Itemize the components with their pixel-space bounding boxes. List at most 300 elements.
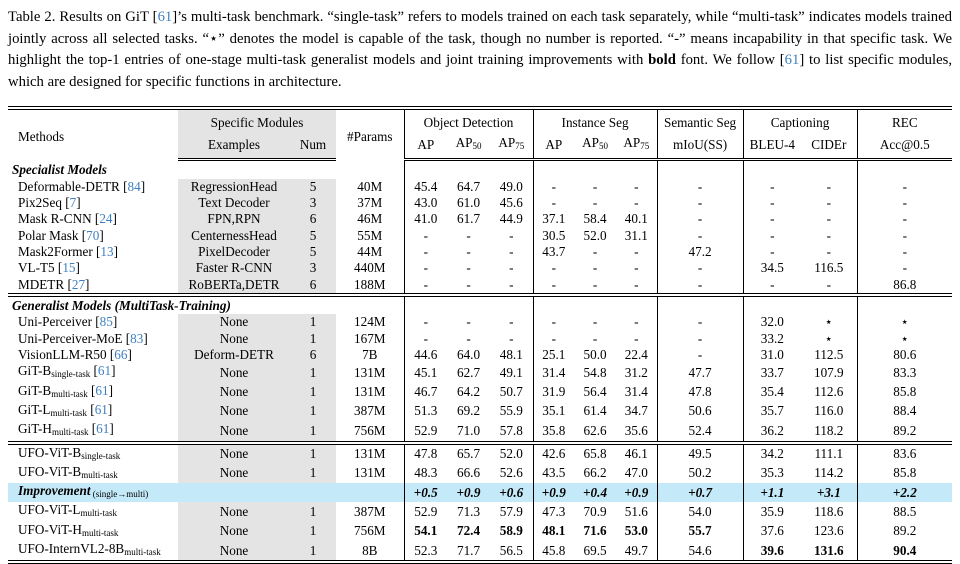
ufo-internvl2-8b-multi-task-examples: None bbox=[178, 541, 290, 562]
row-uni-perceiver bbox=[8, 314, 952, 330]
ufo-vit-b-multi-task-num: 1 bbox=[290, 464, 336, 483]
ufo-vit-l-multi-task-value-9: 88.5 bbox=[893, 503, 917, 519]
uni-perceiver-moe-value-2: - bbox=[490, 331, 533, 347]
table-header bbox=[8, 108, 952, 160]
git-l-multi-task-value-8: 116.0 bbox=[801, 402, 857, 421]
vl-t5-value-5: - bbox=[616, 260, 657, 276]
ufo-vit-b-single-task-value-3: 42.6 bbox=[533, 443, 574, 464]
mask2former-value-7: - bbox=[770, 244, 775, 260]
git-l-multi-task-method: GiT-Lmulti-task [61] bbox=[18, 401, 113, 418]
ufo-vit-b-multi-task-value-5: 47.0 bbox=[616, 464, 657, 483]
git-l-multi-task-value-5: 34.7 bbox=[616, 402, 657, 421]
row-deformable-detr bbox=[8, 179, 952, 195]
uni-perceiver-num: 1 bbox=[290, 314, 336, 330]
uni-perceiver-moe-value-1: - bbox=[466, 330, 471, 346]
pix2seq-value-9: - bbox=[902, 195, 908, 211]
row-git-b-multi-task bbox=[8, 383, 952, 402]
col-header-num: Num bbox=[290, 133, 336, 160]
ufo-internvl2-8b-multi-task-value-3: 45.8 bbox=[533, 541, 574, 562]
pix2seq-value-2: 45.6 bbox=[490, 195, 533, 211]
git-b-single-task-value-4: 54.8 bbox=[583, 364, 607, 380]
improvement-value-3: +0.9 bbox=[533, 483, 574, 502]
ufo-internvl2-8b-multi-task-value-2: 56.5 bbox=[490, 541, 533, 562]
section-spacer bbox=[404, 295, 533, 315]
git-l-multi-task-num: 1 bbox=[290, 402, 336, 421]
uni-perceiver-moe-method: Uni-Perceiver-MoE [83] bbox=[18, 330, 148, 346]
improvement-params bbox=[336, 483, 404, 502]
ufo-vit-l-multi-task-params: 387M bbox=[336, 502, 404, 521]
uni-perceiver-value-0: - bbox=[423, 314, 428, 330]
uni-perceiver-value-9: ⋆ bbox=[900, 314, 909, 330]
ufo-vit-b-single-task-value-0: 47.8 bbox=[404, 443, 447, 464]
results-table bbox=[8, 106, 952, 564]
col-header-specific-modules: Specific Modules bbox=[178, 108, 336, 133]
git-h-multi-task-value-6: 52.4 bbox=[657, 421, 743, 442]
mask-r-cnn-value-9: - bbox=[902, 211, 908, 227]
pix2seq-value-3: - bbox=[551, 195, 556, 211]
mask-r-cnn-method: Mask R-CNN [24] bbox=[18, 211, 117, 227]
git-b-multi-task-value-5: 31.4 bbox=[616, 383, 657, 402]
ufo-vit-b-multi-task-params: 131M bbox=[336, 464, 404, 483]
pix2seq-num: 3 bbox=[290, 195, 336, 211]
git-h-multi-task-value-5: 35.6 bbox=[616, 421, 657, 442]
visionllm-r50-params: 7B bbox=[336, 347, 404, 363]
deformable-detr-examples: RegressionHead bbox=[178, 179, 290, 195]
row-mask2former bbox=[8, 244, 952, 260]
git-b-multi-task-value-4: 56.4 bbox=[583, 384, 607, 400]
ufo-vit-h-multi-task-examples: None bbox=[178, 522, 290, 541]
visionllm-r50-value-7: 31.0 bbox=[760, 347, 784, 363]
git-b-multi-task-value-9: 85.8 bbox=[893, 384, 917, 400]
git-h-multi-task-value-9: 89.2 bbox=[893, 422, 917, 438]
git-h-multi-task-examples: None bbox=[178, 421, 290, 442]
git-l-multi-task-value-7: 35.7 bbox=[760, 403, 784, 419]
vl-t5-value-3: - bbox=[551, 260, 556, 276]
visionllm-r50-num: 6 bbox=[290, 347, 336, 363]
col-header-instance-seg: Instance Seg bbox=[533, 108, 657, 133]
table-body bbox=[8, 160, 952, 562]
git-l-multi-task-value-2: 55.9 bbox=[490, 402, 533, 421]
mask-r-cnn-value-4: 58.4 bbox=[583, 211, 607, 227]
ufo-internvl2-8b-multi-task-value-8: 131.6 bbox=[801, 541, 857, 562]
row-mdetr bbox=[8, 277, 952, 295]
git-l-multi-task-value-1: 69.2 bbox=[456, 403, 481, 419]
git-h-multi-task-method: GiT-Hmulti-task [61] bbox=[18, 421, 114, 438]
improvement-value-2: +0.6 bbox=[490, 483, 533, 502]
row-ufo-vit-b-multi-task bbox=[8, 464, 952, 483]
mask-r-cnn-params: 46M bbox=[336, 211, 404, 227]
uni-perceiver-value-8: ⋆ bbox=[801, 314, 857, 330]
git-h-multi-task-value-0: 52.9 bbox=[414, 422, 438, 438]
ufo-vit-b-multi-task-method: UFO-ViT-Bmulti-task bbox=[18, 463, 118, 480]
git-b-multi-task-method: GiT-Bmulti-task [61] bbox=[18, 382, 114, 399]
visionllm-r50-value-3: 25.1 bbox=[542, 347, 566, 363]
ufo-vit-b-multi-task-value-4: 66.2 bbox=[583, 465, 607, 481]
git-b-single-task-value-9: 83.3 bbox=[893, 364, 917, 380]
row-vl-t5 bbox=[8, 260, 952, 276]
pix2seq-value-1: 61.0 bbox=[456, 195, 481, 211]
ufo-internvl2-8b-multi-task-value-1: 71.7 bbox=[447, 541, 490, 562]
vl-t5-value-4: - bbox=[592, 260, 598, 276]
deformable-detr-value-3: - bbox=[551, 178, 556, 194]
git-b-multi-task-value-7: 35.4 bbox=[760, 384, 784, 400]
visionllm-r50-value-4: 50.0 bbox=[583, 347, 607, 363]
polar-mask-value-6: - bbox=[657, 228, 743, 244]
ufo-internvl2-8b-multi-task-value-9: 90.4 bbox=[857, 541, 952, 562]
uni-perceiver-examples: None bbox=[178, 314, 290, 330]
ufo-vit-b-multi-task-examples: None bbox=[178, 464, 290, 483]
col-header-is-ap: AP bbox=[533, 133, 574, 160]
ufo-vit-h-multi-task-value-6: 55.7 bbox=[657, 522, 743, 541]
ufo-vit-b-single-task-method: UFO-ViT-Bsingle-task bbox=[8, 443, 178, 464]
uni-perceiver-moe-value-9: ⋆ bbox=[900, 330, 909, 346]
section-spacer bbox=[743, 295, 857, 315]
pix2seq-value-6: - bbox=[657, 195, 743, 211]
mdetr-value-5: - bbox=[616, 277, 657, 295]
row-git-h-multi-task bbox=[8, 421, 952, 442]
git-b-multi-task-value-8: 112.6 bbox=[801, 383, 857, 402]
ufo-vit-h-multi-task-method: UFO-ViT-Hmulti-task bbox=[18, 521, 119, 538]
section-spacer bbox=[533, 295, 657, 315]
ufo-vit-h-multi-task-value-7: 37.6 bbox=[760, 523, 784, 539]
vl-t5-value-1: - bbox=[466, 260, 471, 276]
mask-r-cnn-value-6: - bbox=[657, 211, 743, 227]
mdetr-value-4: - bbox=[592, 276, 598, 292]
polar-mask-value-7: - bbox=[770, 227, 775, 243]
deformable-detr-value-7: - bbox=[770, 178, 775, 194]
ufo-vit-h-multi-task-value-0: 54.1 bbox=[414, 523, 438, 539]
col-header-miou: mIoU(SS) bbox=[657, 133, 743, 160]
deformable-detr-value-2: 49.0 bbox=[490, 179, 533, 195]
polar-mask-value-3: 30.5 bbox=[542, 227, 566, 243]
col-header-od-ap50: AP50 bbox=[447, 133, 490, 160]
git-b-multi-task-params: 131M bbox=[336, 383, 404, 402]
row-ufo-vit-l-multi-task bbox=[8, 502, 952, 521]
ufo-vit-l-multi-task-value-6: 54.0 bbox=[657, 502, 743, 521]
mask-r-cnn-num: 6 bbox=[290, 211, 336, 227]
section-spacer bbox=[857, 160, 952, 179]
ufo-vit-h-multi-task-value-2: 58.9 bbox=[490, 522, 533, 541]
uni-perceiver-moe-examples: None bbox=[178, 331, 290, 347]
ufo-vit-l-multi-task-examples: None bbox=[178, 502, 290, 521]
ufo-vit-h-multi-task-value-1: 72.4 bbox=[456, 523, 481, 539]
section-spacer bbox=[533, 160, 657, 179]
col-header-rec: REC bbox=[857, 108, 952, 133]
deformable-detr-value-1: 64.7 bbox=[456, 178, 481, 194]
polar-mask-params: 55M bbox=[336, 228, 404, 244]
ufo-vit-l-multi-task-value-0: 52.9 bbox=[414, 503, 438, 519]
col-header-params: #Params bbox=[336, 108, 404, 160]
col-header-bleu4: BLEU-4 bbox=[743, 133, 801, 160]
ufo-vit-l-multi-task-value-8: 118.6 bbox=[801, 502, 857, 521]
ufo-vit-b-single-task-value-9: 83.6 bbox=[857, 443, 952, 464]
mask2former-value-2: - bbox=[490, 244, 533, 260]
vl-t5-value-2: - bbox=[490, 260, 533, 276]
ufo-vit-b-single-task-params: 131M bbox=[336, 443, 404, 464]
col-header-captioning: Captioning bbox=[743, 108, 857, 133]
col-header-acc: Acc@0.5 bbox=[857, 133, 952, 160]
git-h-multi-task-value-4: 62.6 bbox=[583, 422, 607, 438]
git-l-multi-task-value-4: 61.4 bbox=[583, 403, 607, 419]
vl-t5-examples: Faster R-CNN bbox=[178, 260, 290, 276]
pix2seq-value-0: 43.0 bbox=[414, 195, 438, 211]
git-h-multi-task-params: 756M bbox=[336, 421, 404, 442]
ufo-vit-b-single-task-value-4: 65.8 bbox=[574, 443, 616, 464]
ufo-internvl2-8b-multi-task-num: 1 bbox=[290, 541, 336, 562]
uni-perceiver-value-7: 32.0 bbox=[760, 314, 784, 330]
improvement-examples bbox=[178, 483, 290, 502]
ufo-vit-l-multi-task-value-7: 35.9 bbox=[760, 503, 784, 519]
col-header-is-ap50: AP50 bbox=[574, 133, 616, 160]
mask-r-cnn-value-0: 41.0 bbox=[414, 211, 438, 227]
uni-perceiver-value-6: - bbox=[657, 314, 743, 330]
pix2seq-method: Pix2Seq [7] bbox=[18, 195, 81, 211]
improvement-value-9: +2.2 bbox=[857, 483, 952, 502]
git-l-multi-task-value-9: 88.4 bbox=[893, 403, 917, 419]
col-header-od-ap75: AP75 bbox=[490, 133, 533, 160]
git-h-multi-task-value-3: 35.8 bbox=[542, 422, 566, 438]
ufo-vit-l-multi-task-value-2: 57.9 bbox=[490, 502, 533, 521]
vl-t5-num: 3 bbox=[290, 260, 336, 276]
vl-t5-value-6: - bbox=[657, 260, 743, 276]
mask-r-cnn-examples: FPN,RPN bbox=[178, 211, 290, 227]
mask2former-examples: PixelDecoder bbox=[178, 244, 290, 260]
section-spacer bbox=[404, 160, 533, 179]
mdetr-value-0: - bbox=[423, 276, 428, 292]
ufo-vit-b-multi-task-value-9: 85.8 bbox=[893, 465, 917, 481]
vl-t5-params: 440M bbox=[336, 260, 404, 276]
uni-perceiver-params: 124M bbox=[336, 314, 404, 330]
mask-r-cnn-value-1: 61.7 bbox=[456, 211, 481, 227]
mask2former-value-8: - bbox=[801, 244, 857, 260]
vl-t5-value-0: - bbox=[423, 260, 428, 276]
vl-t5-value-8: 116.5 bbox=[801, 260, 857, 276]
improvement-value-0: +0.5 bbox=[404, 483, 447, 502]
ufo-vit-h-multi-task-num: 1 bbox=[290, 522, 336, 541]
ufo-vit-h-multi-task-value-3: 48.1 bbox=[542, 523, 566, 539]
git-b-multi-task-value-3: 31.9 bbox=[542, 384, 566, 400]
mdetr-value-8: - bbox=[801, 277, 857, 295]
visionllm-r50-value-6: - bbox=[657, 347, 743, 363]
git-b-single-task-num: 1 bbox=[290, 363, 336, 382]
section-row-generalist bbox=[8, 295, 952, 315]
ufo-vit-b-multi-task-value-1: 66.6 bbox=[456, 465, 481, 481]
polar-mask-value-2: - bbox=[490, 228, 533, 244]
mdetr-value-2: - bbox=[490, 277, 533, 295]
visionllm-r50-examples: Deform-DETR bbox=[178, 347, 290, 363]
deformable-detr-value-6: - bbox=[657, 179, 743, 195]
ufo-vit-l-multi-task-method: UFO-ViT-Lmulti-task bbox=[18, 502, 117, 519]
git-h-multi-task-value-8: 118.2 bbox=[801, 421, 857, 442]
pix2seq-value-5: - bbox=[616, 195, 657, 211]
git-l-multi-task-examples: None bbox=[178, 402, 290, 421]
git-b-single-task-examples: None bbox=[178, 363, 290, 382]
ufo-internvl2-8b-multi-task-value-5: 49.7 bbox=[616, 541, 657, 562]
uni-perceiver-method: Uni-Perceiver [85] bbox=[18, 314, 118, 330]
table-caption: Table 2. Results on GiT [61]’s multi-task benchmark. “single-task” refers to models trained on each task separately, while “multi-task” indicates models trained jointly across all selected tasks. “⋆” denotes the model is capable of the task, though no number is reported. “-” means incapability in that specific task. We highlight the top-1 entries of one-stage multi-task generalist models and joint training improvements with bold font. We follow [61] to list specific modules, which are designed for specific functions in architecture. bbox=[8, 9, 952, 90]
improvement-value-1: +0.9 bbox=[447, 483, 490, 502]
mdetr-method: MDETR [27] bbox=[18, 276, 90, 292]
ufo-internvl2-8b-multi-task-value-7: 39.6 bbox=[743, 541, 801, 562]
ufo-vit-l-multi-task-num: 1 bbox=[290, 502, 336, 521]
git-b-single-task-value-7: 33.7 bbox=[760, 364, 784, 380]
improvement-method: Improvement (single→multi) bbox=[8, 483, 178, 502]
mask-r-cnn-value-7: - bbox=[770, 211, 775, 227]
pix2seq-value-8: - bbox=[801, 195, 857, 211]
improvement-value-8: +3.1 bbox=[801, 483, 857, 502]
ufo-vit-l-multi-task-value-3: 47.3 bbox=[542, 503, 566, 519]
git-b-multi-task-num: 1 bbox=[290, 383, 336, 402]
git-l-multi-task-value-0: 51.3 bbox=[414, 403, 438, 419]
mdetr-value-9: 86.8 bbox=[893, 276, 917, 292]
ufo-internvl2-8b-multi-task-value-6: 54.6 bbox=[657, 541, 743, 562]
ufo-vit-b-multi-task-value-6: 50.2 bbox=[657, 464, 743, 483]
uni-perceiver-moe-params: 167M bbox=[336, 331, 404, 347]
visionllm-r50-value-5: 22.4 bbox=[616, 347, 657, 363]
polar-mask-num: 5 bbox=[290, 228, 336, 244]
git-b-single-task-method: GiT-Bsingle-task [61] bbox=[18, 363, 116, 380]
git-l-multi-task-value-6: 50.6 bbox=[657, 402, 743, 421]
uni-perceiver-moe-value-7: 33.2 bbox=[760, 330, 784, 346]
col-header-is-ap75: AP75 bbox=[616, 133, 657, 160]
ufo-vit-b-multi-task-value-7: 35.3 bbox=[760, 465, 784, 481]
ufo-vit-b-multi-task-value-8: 114.2 bbox=[801, 464, 857, 483]
ufo-vit-b-single-task-value-2: 52.0 bbox=[490, 443, 533, 464]
mask2former-value-9: - bbox=[902, 244, 908, 260]
mask-r-cnn-value-8: - bbox=[801, 211, 857, 227]
uni-perceiver-value-4: - bbox=[592, 314, 598, 330]
git-b-single-task-params: 131M bbox=[336, 363, 404, 382]
uni-perceiver-moe-value-0: - bbox=[423, 330, 428, 346]
mask2former-value-0: - bbox=[423, 244, 428, 260]
row-ufo-internvl2-8b-multi-task bbox=[8, 541, 952, 562]
deformable-detr-value-0: 45.4 bbox=[414, 178, 438, 194]
ufo-vit-b-single-task-value-5: 46.1 bbox=[616, 443, 657, 464]
vl-t5-value-9: - bbox=[902, 260, 908, 276]
deformable-detr-value-8: - bbox=[801, 179, 857, 195]
col-header-od-ap: AP bbox=[404, 133, 447, 160]
git-b-multi-task-value-0: 46.7 bbox=[414, 384, 438, 400]
col-header-cider: CIDEr bbox=[801, 133, 857, 160]
section-row-specialist bbox=[8, 160, 952, 179]
uni-perceiver-value-1: - bbox=[466, 314, 471, 330]
mask-r-cnn-value-3: 37.1 bbox=[542, 211, 566, 227]
ufo-vit-l-multi-task-value-5: 51.6 bbox=[616, 502, 657, 521]
improvement-value-5: +0.9 bbox=[616, 483, 657, 502]
git-h-multi-task-num: 1 bbox=[290, 421, 336, 442]
improvement-num bbox=[290, 483, 336, 502]
ufo-vit-l-multi-task-value-1: 71.3 bbox=[456, 503, 481, 519]
git-b-multi-task-value-1: 64.2 bbox=[456, 384, 481, 400]
git-h-multi-task-value-7: 36.2 bbox=[760, 422, 784, 438]
mask2former-params: 44M bbox=[336, 244, 404, 260]
uni-perceiver-value-2: - bbox=[490, 314, 533, 330]
git-b-single-task-value-6: 47.7 bbox=[657, 363, 743, 382]
visionllm-r50-value-8: 112.5 bbox=[801, 347, 857, 363]
git-b-single-task-value-0: 45.1 bbox=[414, 364, 438, 380]
mdetr-value-1: - bbox=[466, 276, 471, 292]
uni-perceiver-moe-value-6: - bbox=[657, 331, 743, 347]
mdetr-examples: RoBERTa,DETR bbox=[178, 277, 290, 295]
ufo-vit-h-multi-task-value-9: 89.2 bbox=[893, 523, 917, 539]
ufo-vit-b-single-task-value-7: 34.2 bbox=[743, 443, 801, 464]
polar-mask-value-1: - bbox=[466, 227, 471, 243]
row-improvement bbox=[8, 483, 952, 502]
row-ufo-vit-b-single-task bbox=[8, 443, 952, 464]
section-spacer bbox=[657, 160, 743, 179]
git-l-multi-task-params: 387M bbox=[336, 402, 404, 421]
uni-perceiver-moe-value-5: - bbox=[616, 331, 657, 347]
deformable-detr-params: 40M bbox=[336, 179, 404, 195]
git-b-multi-task-value-2: 50.7 bbox=[490, 383, 533, 402]
deformable-detr-value-5: - bbox=[616, 179, 657, 195]
ufo-vit-l-multi-task-value-4: 70.9 bbox=[583, 503, 607, 519]
ufo-vit-b-single-task-num: 1 bbox=[290, 443, 336, 464]
polar-mask-value-5: 31.1 bbox=[616, 228, 657, 244]
col-header-examples: Examples bbox=[178, 133, 290, 160]
visionllm-r50-value-2: 48.1 bbox=[490, 347, 533, 363]
improvement-value-6: +0.7 bbox=[657, 483, 743, 502]
polar-mask-method: Polar Mask [70] bbox=[18, 227, 104, 243]
uni-perceiver-moe-num: 1 bbox=[290, 331, 336, 347]
deformable-detr-method: Deformable-DETR [84] bbox=[18, 178, 146, 194]
uni-perceiver-value-3: - bbox=[551, 314, 556, 330]
ufo-vit-b-single-task-value-1: 65.7 bbox=[447, 443, 490, 464]
section-spacer bbox=[657, 295, 743, 315]
mask2former-value-3: 43.7 bbox=[542, 244, 566, 260]
ufo-internvl2-8b-multi-task-value-0: 52.3 bbox=[404, 541, 447, 562]
ufo-vit-b-single-task-value-6: 49.5 bbox=[657, 443, 743, 464]
ufo-vit-h-multi-task-value-4: 71.6 bbox=[583, 523, 607, 539]
mask-r-cnn-value-5: 40.1 bbox=[616, 211, 657, 227]
row-visionllm-r50 bbox=[8, 347, 952, 363]
polar-mask-value-9: - bbox=[902, 227, 908, 243]
uni-perceiver-moe-value-3: - bbox=[551, 330, 556, 346]
uni-perceiver-moe-value-8: ⋆ bbox=[801, 331, 857, 347]
vl-t5-value-7: 34.5 bbox=[760, 260, 784, 276]
mdetr-value-7: - bbox=[770, 276, 775, 292]
git-h-multi-task-value-1: 71.0 bbox=[456, 422, 481, 438]
mask2former-value-5: - bbox=[616, 244, 657, 260]
section-spacer bbox=[743, 160, 857, 179]
header-group-row bbox=[8, 108, 952, 133]
row-git-l-multi-task bbox=[8, 402, 952, 421]
section-label-text: Generalist Models (MultiTask-Training) bbox=[12, 297, 231, 313]
pix2seq-examples: Text Decoder bbox=[178, 195, 290, 211]
mdetr-value-3: - bbox=[551, 276, 556, 292]
ufo-vit-b-multi-task-value-2: 52.6 bbox=[490, 464, 533, 483]
uni-perceiver-moe-value-4: - bbox=[592, 330, 598, 346]
visionllm-r50-value-9: 80.6 bbox=[893, 347, 917, 363]
ufo-vit-b-multi-task-value-3: 43.5 bbox=[542, 465, 566, 481]
polar-mask-value-0: - bbox=[423, 227, 428, 243]
pix2seq-value-4: - bbox=[592, 195, 598, 211]
section-label-specialist bbox=[8, 160, 404, 179]
mdetr-num: 6 bbox=[290, 277, 336, 295]
git-b-single-task-value-3: 31.4 bbox=[542, 364, 566, 380]
ufo-vit-b-multi-task-value-0: 48.3 bbox=[414, 465, 438, 481]
ufo-vit-b-single-task-examples: None bbox=[178, 443, 290, 464]
ufo-internvl2-8b-multi-task-params: 8B bbox=[336, 541, 404, 562]
git-b-single-task-value-5: 31.2 bbox=[616, 363, 657, 382]
mask2former-value-6: 47.2 bbox=[657, 244, 743, 260]
git-b-single-task-value-2: 49.1 bbox=[490, 363, 533, 382]
row-mask-r-cnn bbox=[8, 211, 952, 227]
row-ufo-vit-h-multi-task bbox=[8, 522, 952, 541]
git-h-multi-task-value-2: 57.8 bbox=[490, 421, 533, 442]
section-label-generalist bbox=[8, 295, 404, 315]
mask2former-method: Mask2Former [13] bbox=[18, 244, 119, 260]
